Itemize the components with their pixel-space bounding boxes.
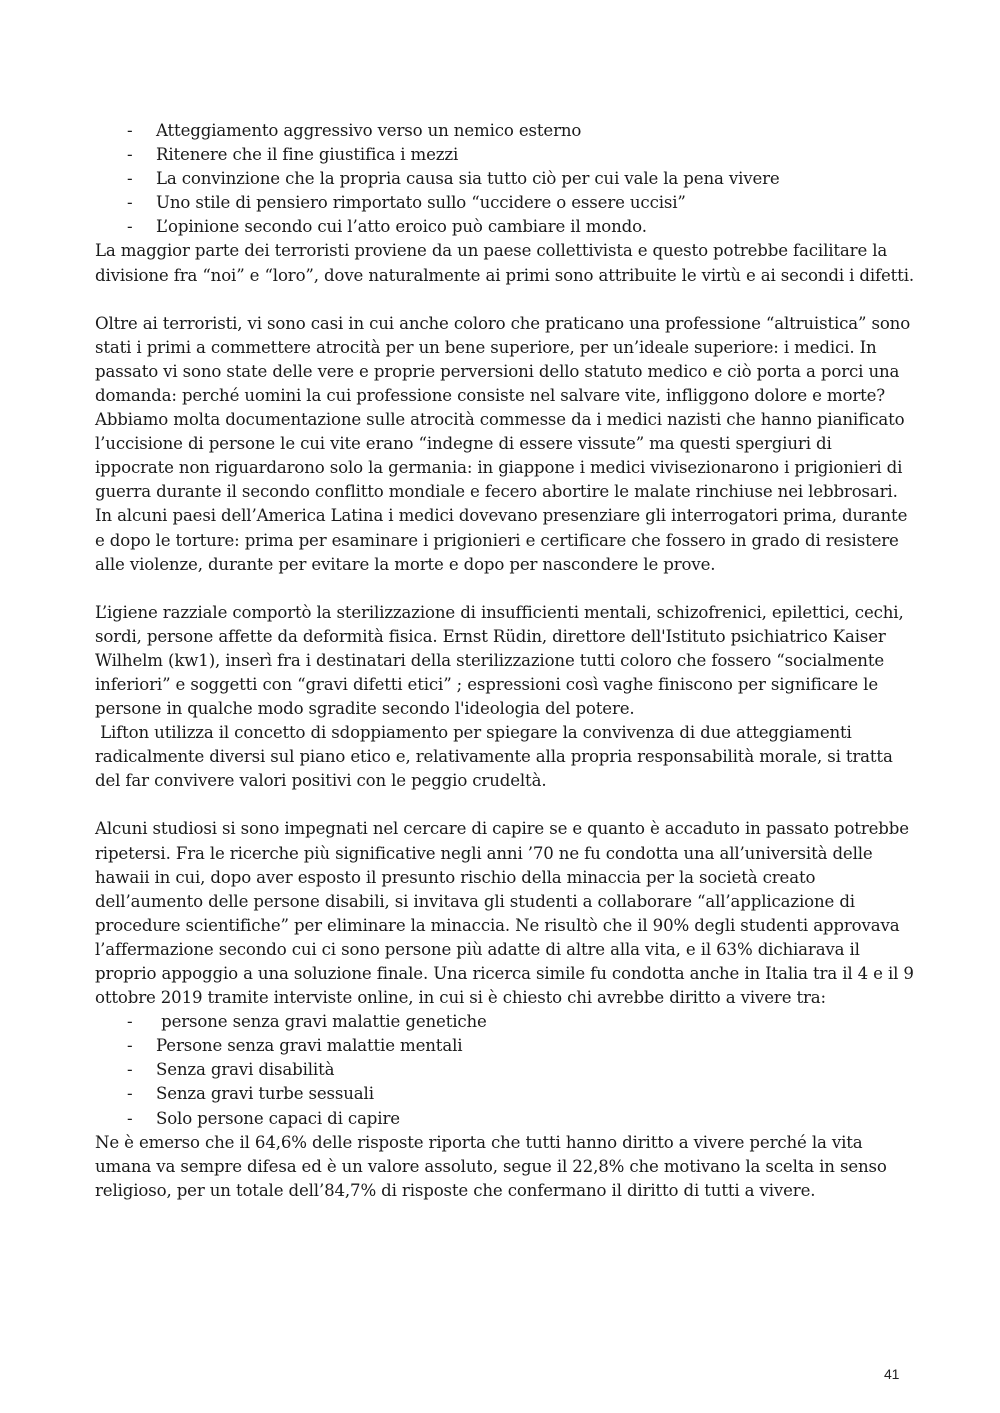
list-item-text: Atteggiamento aggressivo verso un nemico esterno xyxy=(156,121,582,140)
paragraph-nazi-doctors: Abbiamo molta documentazione sulle atrocità commesse da i medici nazisti che hanno pianificato l’uccisione di persone le cui vite erano “indegne di essere vissute” ma questi spergiuri di ippocrate non riguardarono solo la germania: in giappone i medici vivisezionarono i prigionieri di guerra durante il secondo conflitto mondiale e fecero abortire le malate rinchiuse nei lebbrosari. In alcuni paesi dell’America Latina i medici dovevano presenziare gli interrogatori prima, durante e dopo le torture: prima per esaminare i prigionieri e certificare che fossero in grado di resistere alle violenze, durante per evitare la morte e dopo per nascondere le prove. xyxy=(95,410,908,574)
dash-bullet: - xyxy=(127,169,133,189)
paragraph-racial-hygiene: L’igiene razziale comportò la sterilizzazione di insufficienti mentali, schizofrenici, epilettici, cechi, sordi, persone affette da deformità fisica. Ernst Rüdin, direttore dell'Istituto psichiatrico Kaiser Wilhelm (kw1), inserì fra i destinatari della sterilizzazione tutti coloro che fossero “socialmente inferiori” e soggetti con “gravi difetti etici” ; espressioni così vaghe finiscono per significare le persone in qualche modo sgradite secondo l'ideologia del potere. xyxy=(95,602,904,719)
paragraph-gap xyxy=(95,577,915,601)
paragraph-survey-results: Ne è emerso che il 64,6% delle risposte riporta che tutti hanno diritto a vivere perché la vita umana va sempre difesa ed è un valore assoluto, segue il 22,8% che motivano la scelta in senso religioso, per un totale dell’84,7% di risposte che confermano il diritto di tutti a vivere. xyxy=(95,1132,887,1200)
list-item-text: Solo persone capaci di capire xyxy=(156,1108,400,1128)
list-item-text: L’opinione secondo cui l’atto eroico può cambiare il mondo. xyxy=(156,217,647,237)
dash-bullet: - xyxy=(127,217,133,237)
dash-bullet: - xyxy=(127,193,133,213)
paragraph-doctors: Oltre ai terroristi, vi sono casi in cui anche coloro che praticano una professione “altruistica” sono stati i primi a commettere atrocità per un bene superiore, per un’ideale superiore: i medici. In passato vi sono state delle vere e proprie perversioni dello statuto medico e ciò porta a porci una domanda: perché uomini la cui professione consiste nel salvare vite, infliggono dolore e morte? xyxy=(95,313,911,405)
paragraph-lifton xyxy=(95,721,915,793)
paragraph-gap xyxy=(95,793,915,817)
list-item xyxy=(95,1058,915,1082)
dash-bullet: - xyxy=(127,145,133,165)
list-item-text: Ritenere che il fine giustifica i mezzi xyxy=(156,145,459,165)
list-item-text: Senza gravi turbe sessuali xyxy=(156,1084,374,1104)
list-item xyxy=(95,143,915,167)
list-item xyxy=(95,1082,915,1106)
list-item xyxy=(95,191,915,215)
list-item xyxy=(95,167,915,191)
dash-bullet: - xyxy=(127,121,133,140)
paragraph-lifton-text: Lifton utilizza il concetto di sdoppiamento per spiegare la convivenza di due atteggiamenti radicalmente diversi sul piano etico e, relativamente alla propria responsabilità morale, si tratta del far convivere valori positivi con le peggio crudeltà. xyxy=(95,723,893,791)
list-item xyxy=(95,1107,915,1131)
list-item xyxy=(95,1034,915,1058)
list-item-text: Senza gravi disabilità xyxy=(156,1060,335,1080)
dash-bullet: - xyxy=(127,1060,133,1080)
list-item xyxy=(95,1010,915,1034)
paragraph-gap xyxy=(95,288,915,312)
dash-bullet: - xyxy=(127,1108,133,1128)
list-item-text: La convinzione che la propria causa sia tutto ciò per cui vale la pena vivere xyxy=(156,169,780,189)
bullet-list-terrorist-traits xyxy=(95,119,915,239)
list-item xyxy=(95,215,915,239)
list-item-text: Persone senza gravi malattie mentali xyxy=(156,1036,463,1056)
list-item-text: Uno stile di pensiero rimportato sullo “uccidere o essere uccisi” xyxy=(156,193,686,213)
page-body xyxy=(95,119,915,1203)
list-item-text: persone senza gravi malattie genetiche xyxy=(156,1012,487,1032)
dash-bullet: - xyxy=(127,1036,133,1056)
bullet-list-survey-options xyxy=(95,1010,915,1130)
dash-bullet: - xyxy=(127,1012,133,1032)
paragraph-collectivist: La maggior parte dei terroristi proviene da un paese collettivista e questo potrebbe facilitare la divisione fra “noi” e “loro”, dove naturalmente ai primi sono attribuite le virtù e ai secondi i difetti. xyxy=(95,241,914,285)
paragraph-studies: Alcuni studiosi si sono impegnati nel cercare di capire se e quanto è accaduto in passato potrebbe ripetersi. Fra le ricerche più significative negli anni ’70 ne fu condotta una all’università delle hawaii in cui, dopo aver esposto il presunto rischio della minaccia per la società creato dell’aumento delle persone disabili, si invitava gli studenti a collaborare “all’applicazione di procedure scientifiche” per eliminare la minaccia. Ne risultò che il 90% degli studenti approvava l’affermazione secondo cui ci sono persone più adatte di altre alla vita, e il 63% dichiarava il proprio appoggio a una soluzione finale. Una ricerca simile fu condotta anche in Italia tra il 4 e il 9 ottobre 2019 tramite interviste online, in cui si è chiesto chi avrebbe diritto a vivere tra: xyxy=(95,819,914,1008)
page-number: 41 xyxy=(884,1366,900,1382)
list-item xyxy=(95,119,915,143)
dash-bullet: - xyxy=(127,1084,133,1104)
